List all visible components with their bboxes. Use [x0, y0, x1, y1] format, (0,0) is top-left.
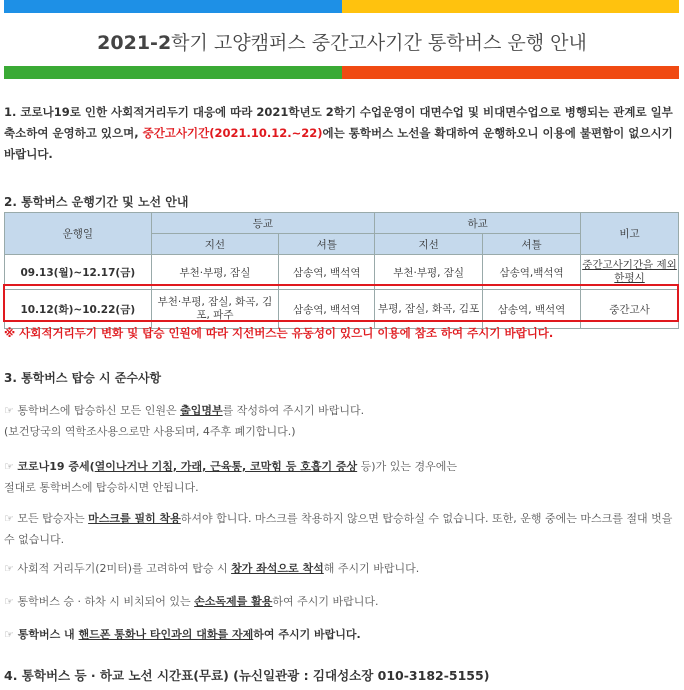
top-color-bar — [4, 0, 679, 13]
route-table — [4, 212, 679, 329]
cell-return-shuttle: 삼송역,백석역 — [483, 255, 581, 290]
pointing-hand-icon: ☞ — [4, 628, 14, 641]
header-note: 비고 — [581, 213, 679, 255]
orange-stripe — [342, 66, 679, 79]
cell-note: 중간고사 — [581, 290, 679, 329]
section4-heading: 4. 통학버스 등 · 하교 노선 시간표(무료) (뉴신일관광 : 김대성소장 010-3182-5155) — [4, 668, 490, 683]
list-item: ☞ 코로나19 증세(열이나거나 기침, 가래, 근육통, 코막힘 등 호흡기 증상 등)가 있는 경우에는 절대로 통학버스에 탑승하시면 안됩니다. — [4, 460, 457, 494]
cell-commute-shuttle: 삼송역, 백석역 — [279, 255, 375, 290]
table-row — [5, 290, 679, 329]
cell-period: 10.12(화)~10.22(금) — [5, 290, 152, 329]
section3-heading: 3. 통학버스 탑승 시 준수사항 — [4, 371, 162, 385]
bottom-color-bar — [4, 66, 679, 79]
section2-heading: 2. 통학버스 운행기간 및 노선 안내 — [4, 195, 189, 209]
header-shuttle: 셔틀 — [483, 234, 581, 255]
header-commute: 등교 — [151, 213, 375, 234]
table-note: ※ 사회적거리두기 변화 및 탑승 인원에 따라 지선버스는 유동성이 있으니 이용에 참조 하여 주시기 바랍니다. — [4, 326, 554, 340]
list-item: ☞ 통학버스 내 핸드폰 통화나 타인과의 대화를 자제하여 주시기 바랍니다. — [4, 628, 361, 641]
pointing-hand-icon: ☞ — [4, 460, 14, 473]
cell-return-branch: 부천·부평, 잠실 — [375, 255, 483, 290]
yellow-stripe — [342, 0, 679, 13]
page-title: 2021-2학기 고양캠퍼스 중간고사기간 통학버스 운행 안내 — [97, 32, 587, 54]
cell-period: 09.13(월)~12.17(금) — [5, 255, 152, 290]
header-period: 운행일 — [5, 213, 152, 255]
pointing-hand-icon: ☞ — [4, 404, 14, 417]
section1-paragraph: 1. 코로나19로 인한 사회적거리두기 대응에 따라 2021학년도 2학기 수업운영이 대면수업 및 비대면수업으로 병행되는 관계로 일부 축소하여 운영하고 있으며, 중간고사기간(2021.10.12.~22)에는 통학버스 노선을 확대하여 운행하오니 이용에 불편함이 없으시기 바랍니다. — [4, 105, 673, 161]
cell-commute-shuttle: 삼송역, 백석역 — [279, 290, 375, 329]
list-item: ☞ 사회적 거리두기(2미터)를 고려하여 탑승 시 창가 좌석으로 착석해 주시기 바랍니다. — [4, 562, 420, 575]
cell-note: 중간고사기간을 제외한평시 — [581, 255, 679, 290]
blue-stripe — [4, 0, 342, 13]
header-return: 하교 — [375, 213, 581, 234]
cell-return-branch: 부평, 잠실, 화곡, 김포 — [375, 290, 483, 329]
cell-commute-branch: 부천·부평, 잠실, 화곡, 김포, 파주 — [151, 290, 279, 329]
table-row — [5, 255, 679, 290]
list-item: ☞ 모든 탑승자는 마스크를 필히 착용하셔야 합니다. 마스크를 착용하지 않으면 탑승하실 수 없습니다. 또한, 운행 중에는 마스크를 절대 벗을 수 없습니다. — [4, 512, 673, 546]
list-item: ☞ 통학버스 승 · 하차 시 비치되어 있는 손소독제를 활용하여 주시기 바랍니다. — [4, 595, 379, 608]
header-branch: 지선 — [151, 234, 279, 255]
header-branch: 지선 — [375, 234, 483, 255]
header-shuttle: 셔틀 — [279, 234, 375, 255]
cell-commute-branch: 부천·부평, 잠실 — [151, 255, 279, 290]
pointing-hand-icon: ☞ — [4, 512, 14, 525]
pointing-hand-icon: ☞ — [4, 562, 14, 575]
cell-return-shuttle: 삼송역, 백석역 — [483, 290, 581, 329]
green-stripe — [4, 66, 342, 79]
pointing-hand-icon: ☞ — [4, 595, 14, 608]
list-item: ☞ 통학버스에 탑승하신 모든 인원은 출입명부를 작성하여 주시기 바랍니다. (보건당국의 역학조사용으로만 사용되며, 4주후 폐기합니다.) — [4, 404, 365, 438]
